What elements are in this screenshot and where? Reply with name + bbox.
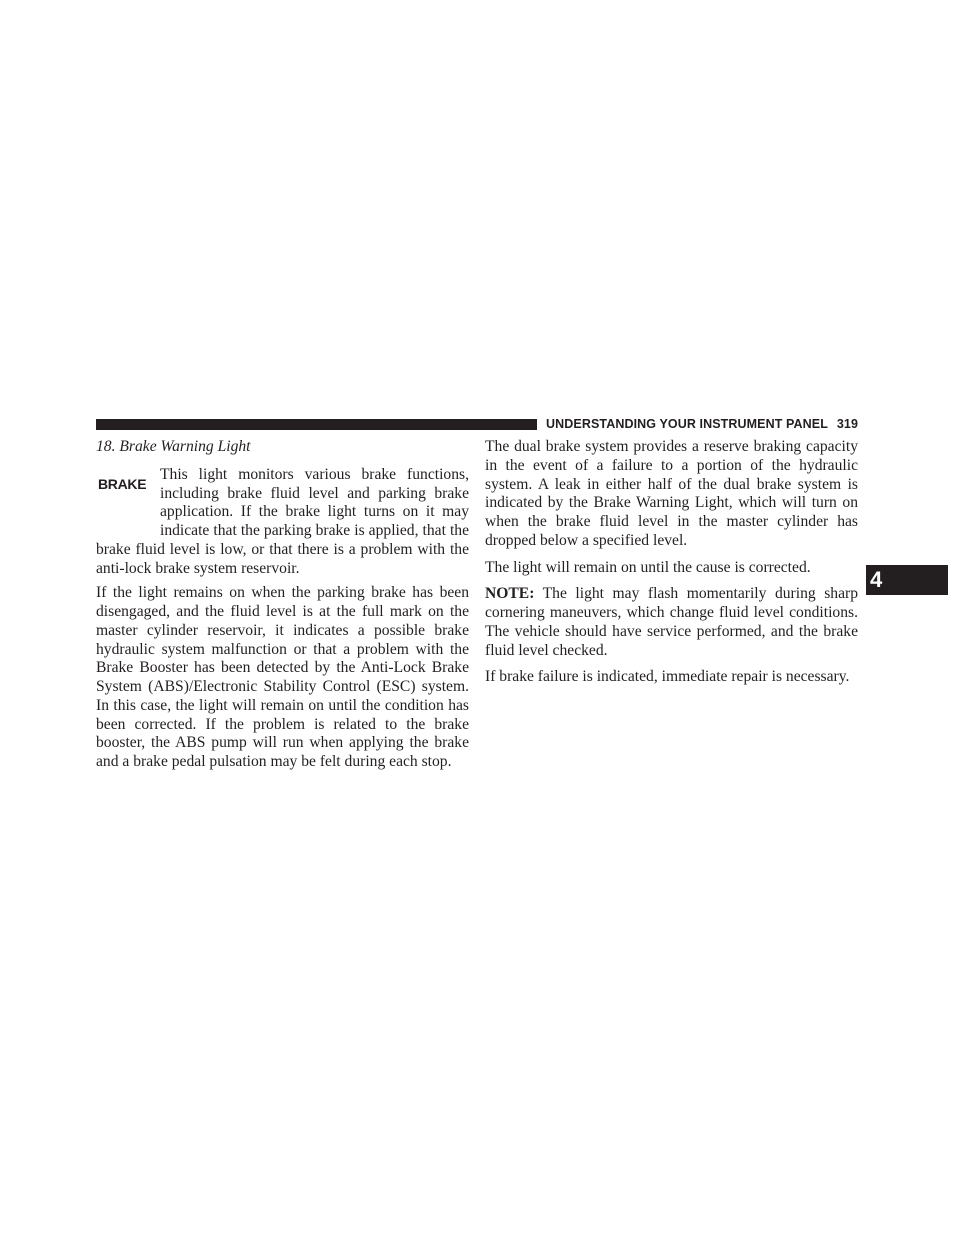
section-heading: 18. Brake Warning Light xyxy=(96,438,251,455)
paragraph: The light will remain on until the cause is corrected. xyxy=(485,558,811,576)
header-rule xyxy=(96,419,537,430)
paragraph: This light monitors various brake functions, including brake fluid level and parking brake application. If the brake light turns on it may indicate that the parking brake is applied, that the brake fluid level is low, or that there is a problem with the anti-lock brake system reservoir. xyxy=(96,465,469,577)
running-header xyxy=(546,417,858,433)
left-column xyxy=(96,438,469,772)
note-text: The light may flash momentarily during sharp cornering maneuvers, which change fluid level conditions. The vehicle should have service performed, and the brake fluid level checked. xyxy=(485,585,858,659)
brake-warning-icon xyxy=(96,467,152,523)
brake-icon-label: BRAKE xyxy=(98,475,147,492)
paragraph: The dual brake system provides a reserve braking capacity in the event of a failure to a portion of the hydraulic system. A leak in either half of the dual brake system is indicated by the Brake Warning Light, which will turn on when the brake fluid level in the master cylinder has dropped below a specified level. xyxy=(485,438,858,549)
page-number: 319 xyxy=(836,417,858,431)
right-column xyxy=(485,438,858,687)
note-paragraph xyxy=(485,585,858,660)
note-label: NOTE: xyxy=(485,585,535,603)
header-section-title: UNDERSTANDING YOUR INSTRUMENT PANEL xyxy=(546,417,828,431)
paragraph: If the light remains on when the parking brake has been disengaged, and the fluid level is at the full mark on the master cylinder reservoir, it indicates a possible brake hydraulic system malfunction or that a problem with the Brake Booster has been detected by the Anti-Lock Brake System (ABS)/Electronic Stability Control (ESC) system. In this case, the light will remain on until the condition has been corrected. If the problem is related to the brake booster, the ABS pump will run when applying the brake and a brake pedal pulsation may be felt during each stop. xyxy=(96,584,469,770)
chapter-tab: 4 xyxy=(866,565,948,595)
paragraph: If brake failure is indicated, immediate repair is necessary. xyxy=(485,668,850,686)
